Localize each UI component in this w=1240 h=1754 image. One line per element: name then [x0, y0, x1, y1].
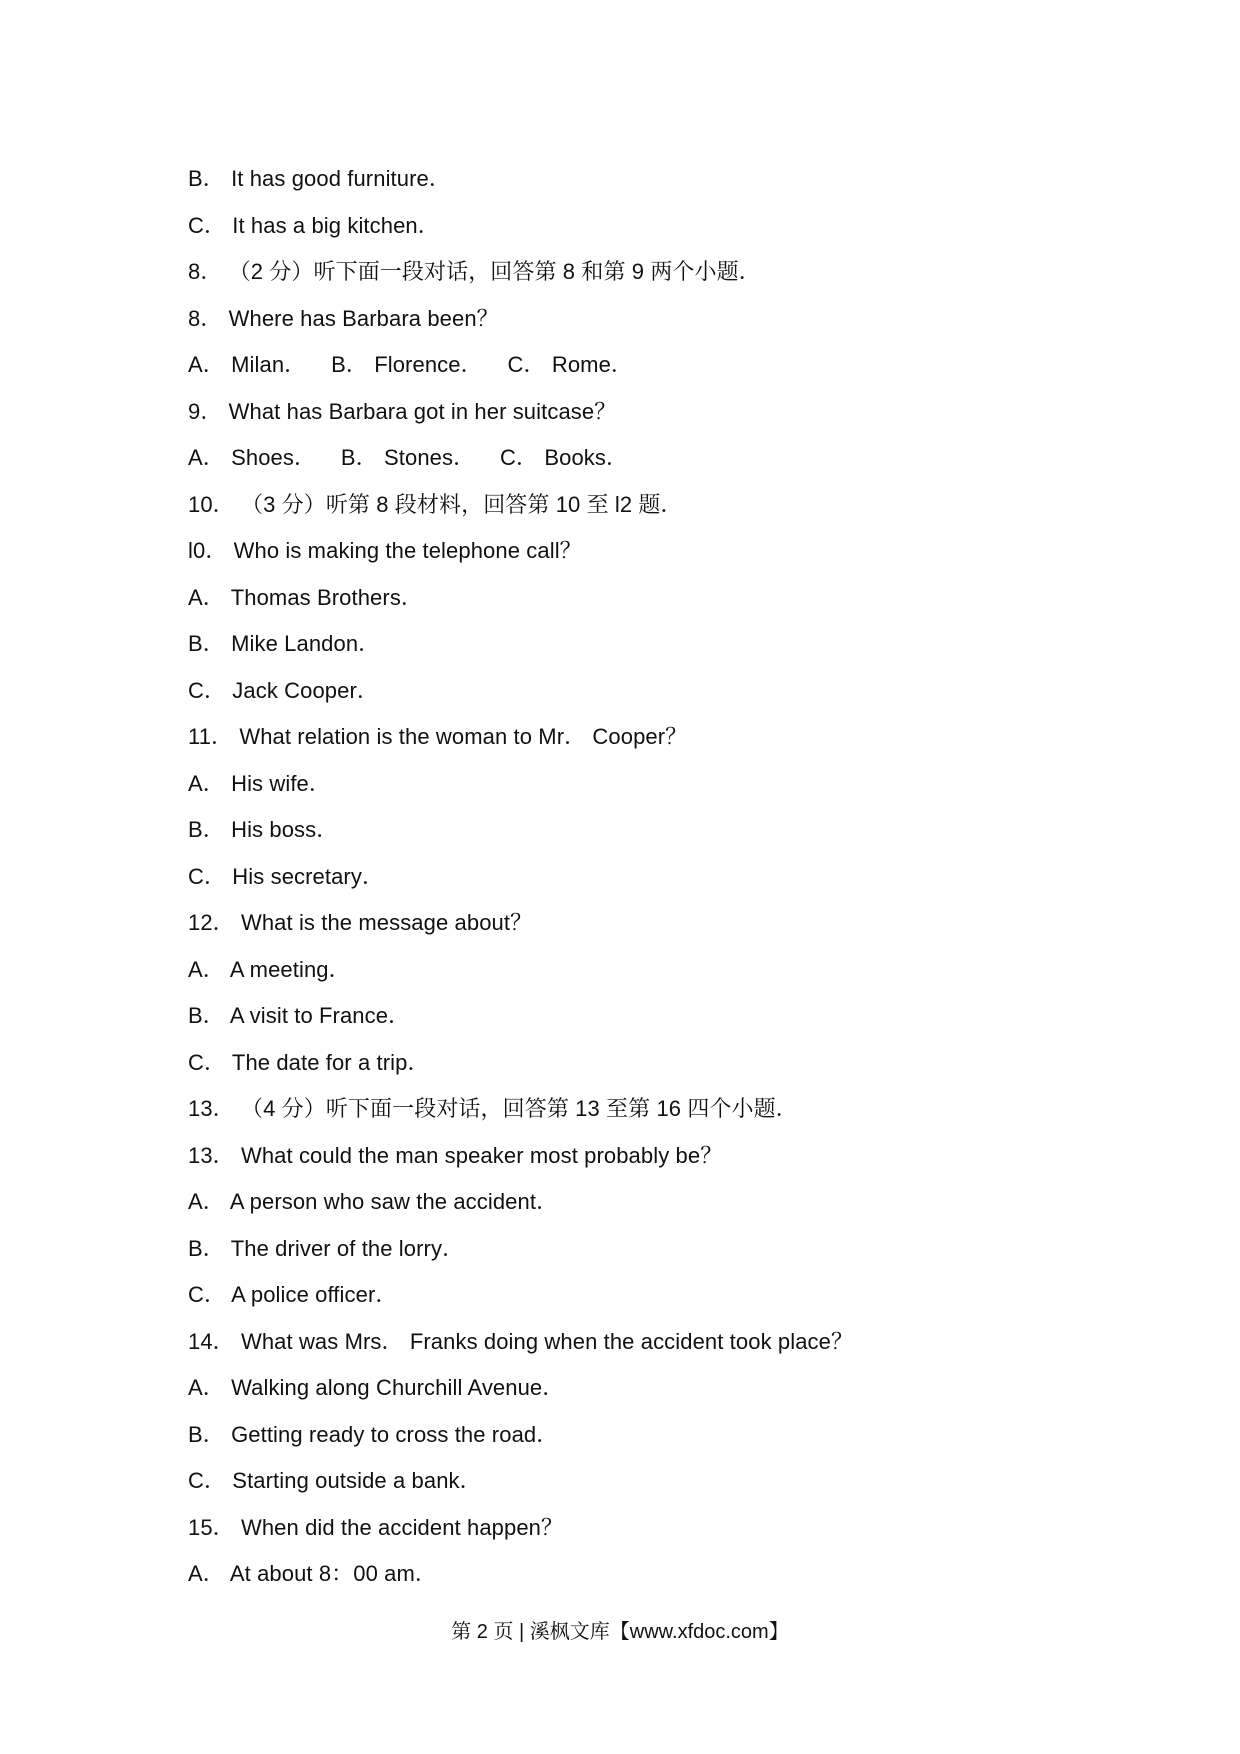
- answer-option: C． The date for a trip．: [188, 1049, 430, 1075]
- answer-option: B． Getting ready to cross the road．: [188, 1421, 559, 1447]
- answer-option: B． His boss．: [188, 817, 339, 842]
- answer-option: A． A meeting．: [188, 956, 351, 982]
- question-text: 14． What was Mrs． Franks doing when the accident took place？: [188, 1328, 854, 1354]
- document-body: [188, 156, 1148, 1598]
- answer-option: C． Jack Cooper．: [188, 677, 380, 703]
- question-header: 13． （4 分）听下面一段对话，回答第 13 至第 16 四个小题．: [188, 1096, 798, 1121]
- question-header: 8． （2 分）听下面一段对话，回答第 8 和第 9 两个小题．: [188, 259, 761, 284]
- answer-option: C． A police officer．: [188, 1282, 398, 1307]
- page-footer: 第 2 页 | 溪枫文库【www.xfdoc.com】: [451, 1621, 789, 1643]
- answer-option: C． His secretary．: [188, 863, 385, 889]
- answer-option: A． At about 8：00 am．: [188, 1561, 438, 1586]
- question-text: l0． Who is making the telephone call？: [188, 538, 582, 563]
- question-text: 15． When did the accident happen？: [188, 1514, 564, 1540]
- text-line: C． It has a big kitchen．: [188, 212, 440, 238]
- answer-option: B． A visit to France．: [188, 1003, 411, 1028]
- answer-options: A． Milan． B． Florence． C． Rome．: [188, 352, 634, 377]
- question-text: 13． What could the man speaker most probably be？: [188, 1142, 723, 1168]
- question-text: 11． What relation is the woman to Mr． Cooper？: [188, 724, 688, 749]
- answer-option: A． His wife．: [188, 770, 331, 796]
- answer-option: A． Walking along Churchill Avenue．: [188, 1375, 565, 1400]
- question-header: 10． （3 分）听第 8 段材料，回答第 10 至 l2 题．: [188, 491, 683, 517]
- answer-option: B． Mike Landon．: [188, 631, 381, 656]
- answer-option: B． The driver of the lorry．: [188, 1235, 465, 1261]
- answer-option: A． Thomas Brothers．: [188, 584, 424, 610]
- text-line: B． It has good furniture．: [188, 166, 451, 191]
- question-text: 12． What is the message about？: [188, 910, 533, 935]
- question-text: 8． Where has Barbara been？: [188, 305, 499, 331]
- question-text: 9． What has Barbara got in her suitcase？: [188, 398, 617, 424]
- answer-option: A． A person who saw the accident．: [188, 1189, 559, 1214]
- answer-option: C． Starting outside a bank．: [188, 1468, 482, 1493]
- answer-options: A． Shoes． B． Stones． C． Books．: [188, 445, 629, 470]
